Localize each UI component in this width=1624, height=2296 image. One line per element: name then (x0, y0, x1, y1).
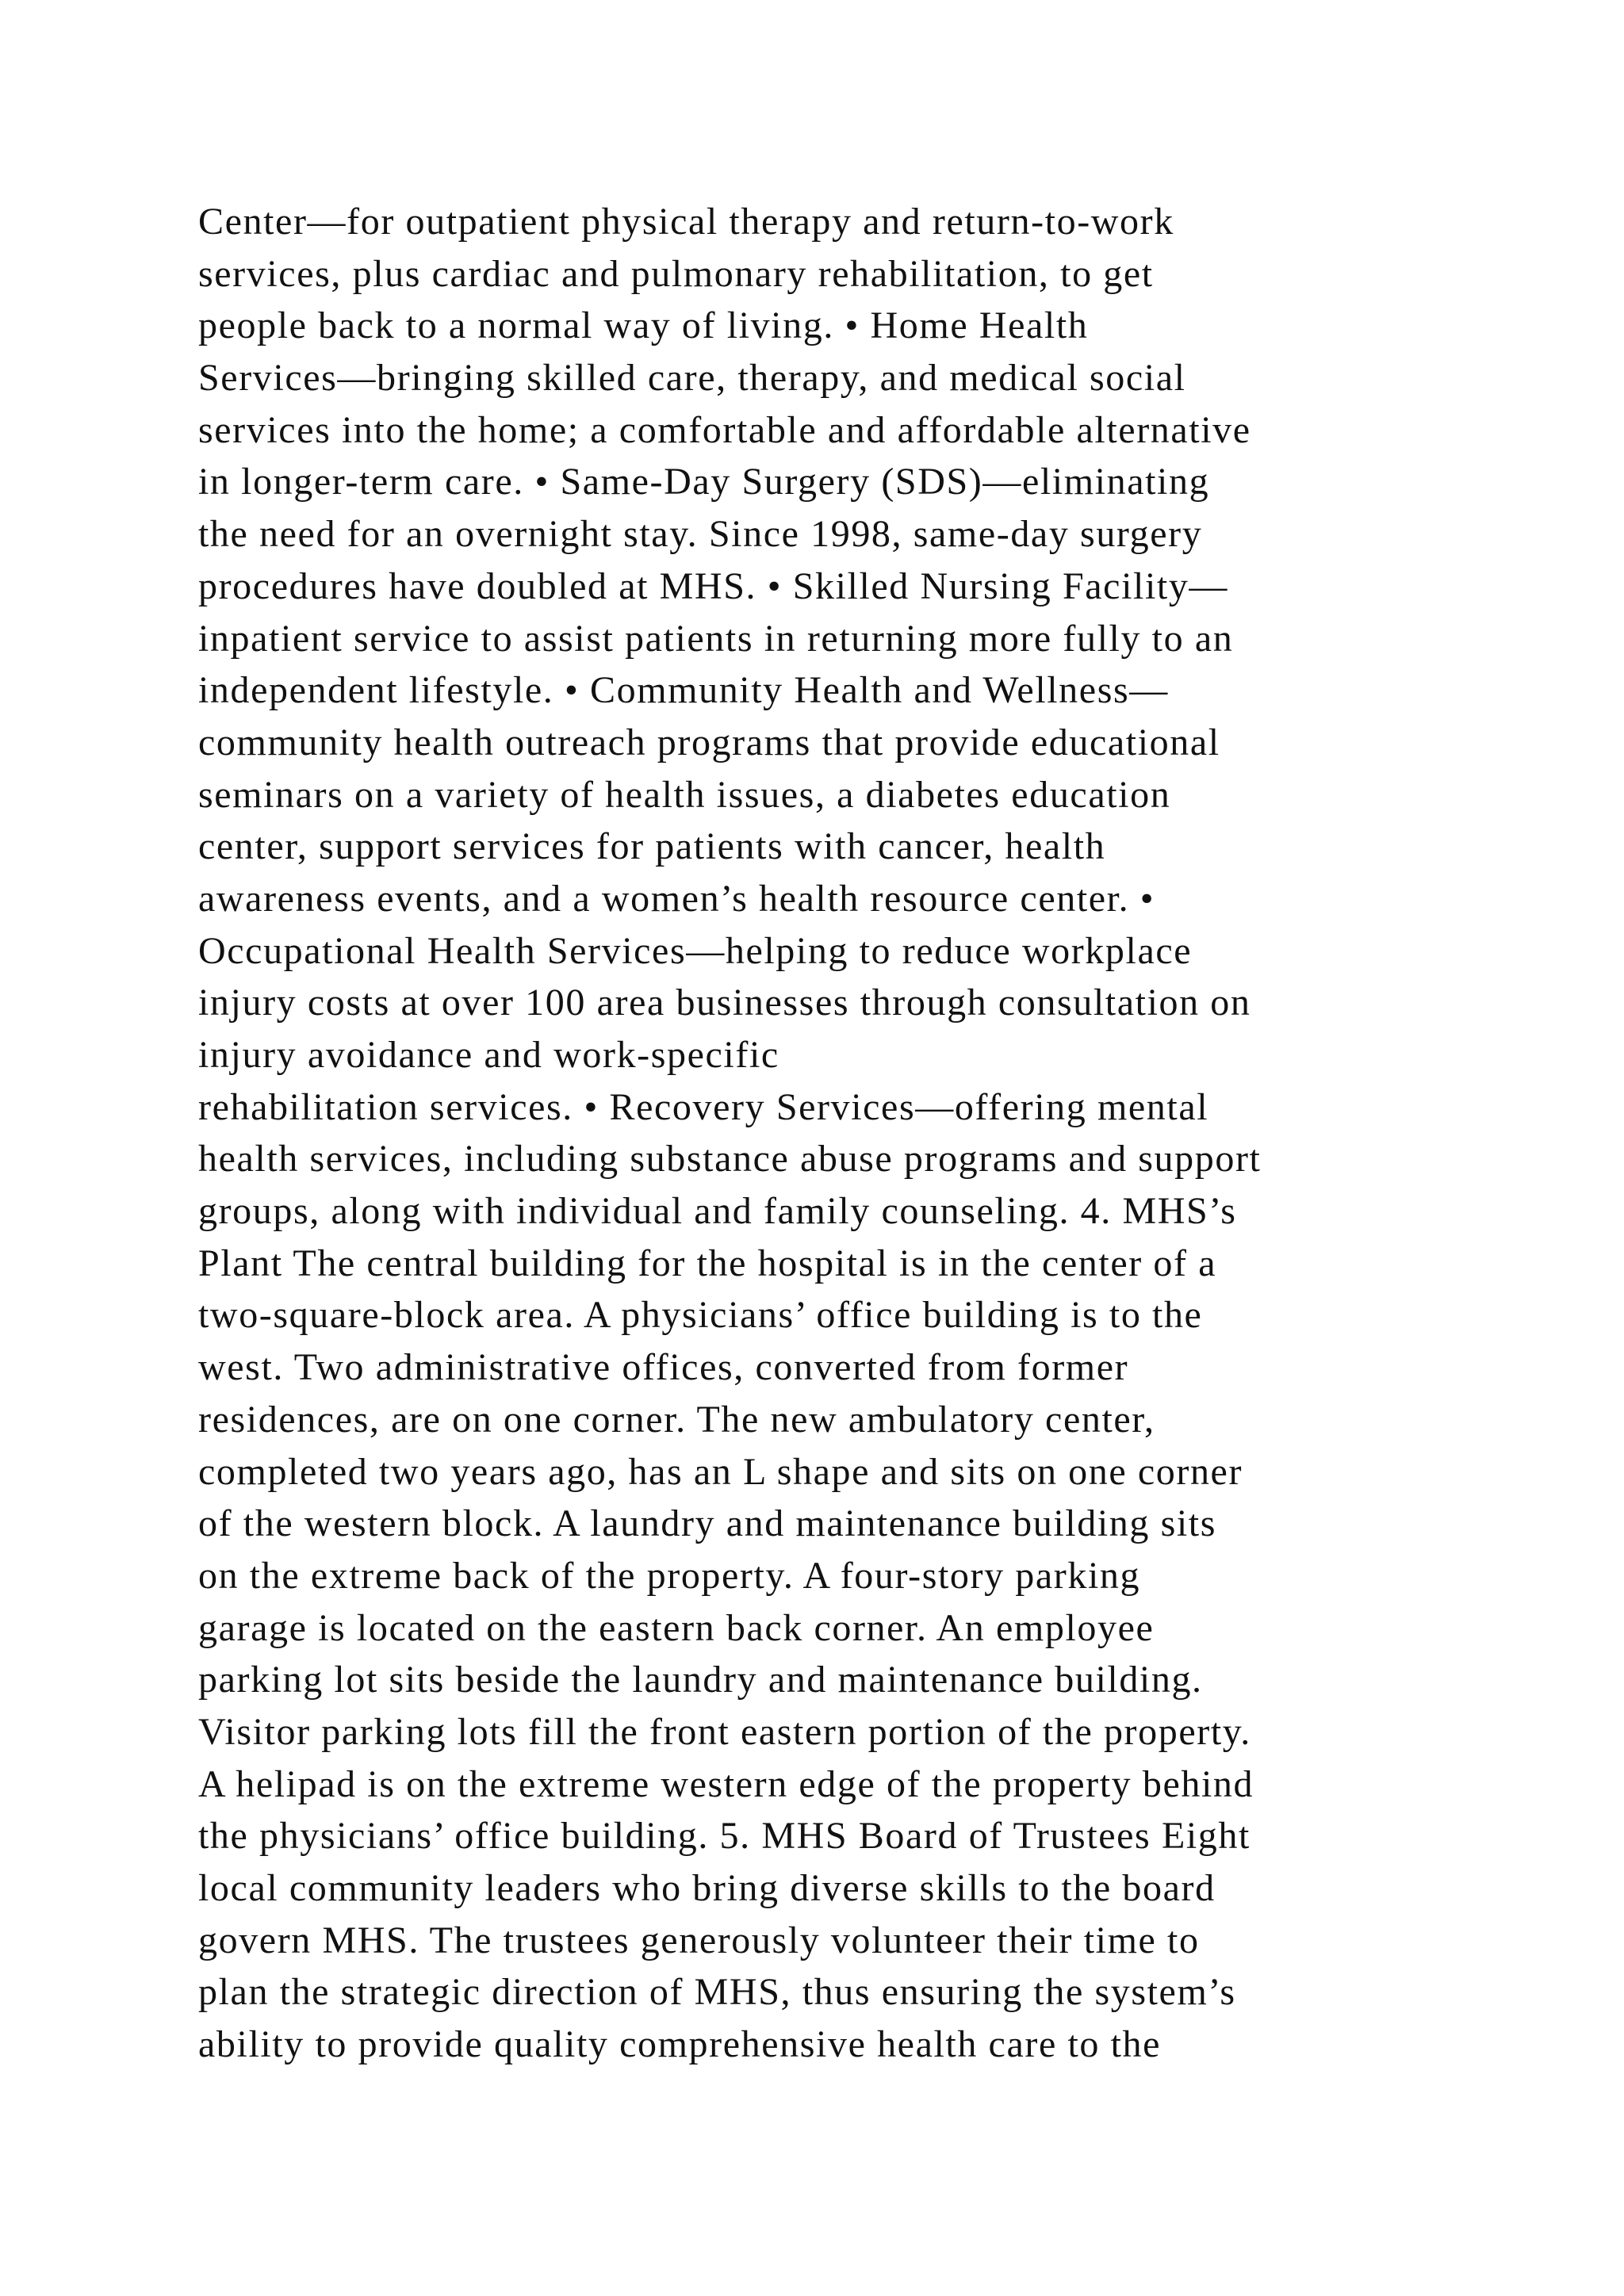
text-line: services into the home; a comfortable and affordable alternative (198, 408, 1251, 451)
text-line: health services, including substance abuse programs and support (198, 1138, 1262, 1181)
text-line: garage is located on the eastern back corner. An employee (198, 1606, 1155, 1649)
text-line: of the western block. A laundry and maintenance building sits (198, 1502, 1217, 1545)
text-line: injury costs at over 100 area businesses through consultation on (198, 982, 1251, 1024)
text-line: plan the strategic direction of MHS, thus ensuring the system’s (198, 1971, 1236, 2014)
text-line: Center—for outpatient physical therapy and return-to-work (198, 201, 1174, 243)
text-line: Visitor parking lots fill the front eastern portion of the property. (198, 1710, 1251, 1753)
text-line: groups, along with individual and family counseling. 4. MHS’s (198, 1190, 1237, 1233)
text-line: procedures have doubled at MHS. • Skilled Nursing Facility— (198, 564, 1229, 607)
text-line: seminars on a variety of health issues, a diabetes education (198, 773, 1171, 816)
text-line: Plant The central building for the hospital is in the center of a (198, 1242, 1217, 1284)
text-line: people back to a normal way of living. • Home Health (198, 304, 1089, 347)
text-line: ability to provide quality comprehensive health care to the (198, 2023, 1162, 2066)
text-line: awareness events, and a women’s health resource center. • (198, 877, 1155, 920)
text-line: Occupational Health Services—helping to reduce workplace (198, 929, 1193, 972)
text-line: on the extreme back of the property. A four-story parking (198, 1554, 1141, 1597)
text-line: rehabilitation services. • Recovery Services—offering mental (198, 1085, 1209, 1128)
text-line: injury avoidance and work-specific (198, 1034, 779, 1076)
text-line: the physicians’ office building. 5. MHS Board of Trustees Eight (198, 1815, 1251, 1858)
body-text (198, 196, 1515, 2071)
text-line: the need for an overnight stay. Since 1998, same-day surgery (198, 513, 1203, 556)
text-line: govern MHS. The trustees generously volunteer their time to (198, 1919, 1200, 1961)
text-line: Services—bringing skilled care, therapy, and medical social (198, 357, 1186, 400)
text-line: west. Two administrative offices, converted from former (198, 1346, 1129, 1389)
text-line: completed two years ago, has an L shape and sits on one corner (198, 1450, 1243, 1493)
text-line: two-square-block area. A physicians’ office building is to the (198, 1294, 1203, 1337)
text-line: independent lifestyle. • Community Health and Wellness— (198, 669, 1169, 712)
text-line: local community leaders who bring diverse skills to the board (198, 1867, 1216, 1909)
text-line: center, support services for patients with cancer, health (198, 825, 1106, 868)
text-line: parking lot sits beside the laundry and maintenance building. (198, 1659, 1203, 1701)
text-line: services, plus cardiac and pulmonary rehabilitation, to get (198, 252, 1154, 295)
text-line: in longer-term care. • Same-Day Surgery (SDS)—eliminating (198, 461, 1210, 503)
text-line: A helipad is on the extreme western edge of the property behind (198, 1762, 1254, 1805)
text-line: community health outreach programs that provide educational (198, 721, 1220, 763)
text-line: residences, are on one corner. The new ambulatory center, (198, 1398, 1155, 1441)
text-line: inpatient service to assist patients in returning more fully to an (198, 617, 1234, 660)
